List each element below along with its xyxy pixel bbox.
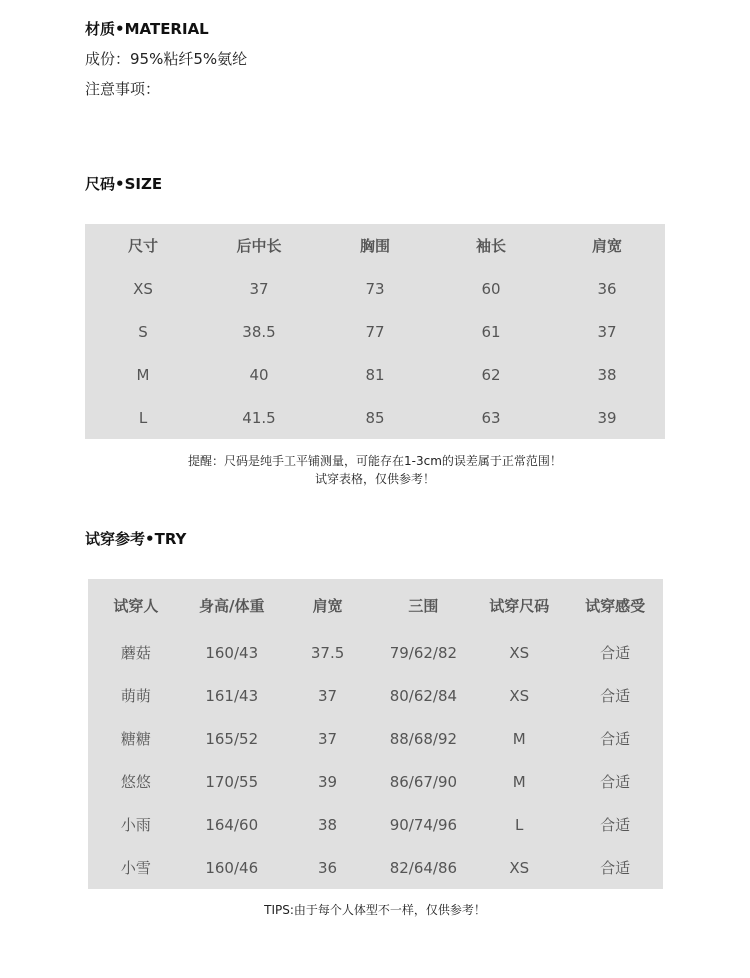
try-cell: 170/55 xyxy=(205,772,259,791)
size-heading: 尺码•SIZE xyxy=(85,175,163,193)
try-col-header: 试穿尺码 xyxy=(489,596,550,615)
material-care-label: 注意事项： xyxy=(85,80,161,98)
table-row xyxy=(88,674,663,717)
size-col-header: 后中长 xyxy=(236,237,282,255)
try-table-panel xyxy=(88,579,663,889)
size-cell: 37 xyxy=(597,322,617,341)
table-row xyxy=(85,353,665,396)
try-cell: 164/60 xyxy=(205,815,259,834)
table-row xyxy=(88,717,663,760)
try-cell: 37 xyxy=(318,729,338,748)
size-cell: 63 xyxy=(481,408,501,427)
try-cell: XS xyxy=(509,643,530,662)
try-col-header: 肩宽 xyxy=(312,596,343,615)
size-cell: 38 xyxy=(597,365,617,384)
size-cell: 62 xyxy=(481,365,501,384)
size-cell: 41.5 xyxy=(242,408,276,427)
try-cell: 36 xyxy=(318,858,338,877)
table-row xyxy=(85,310,665,353)
try-table xyxy=(88,579,663,889)
try-cell: 合适 xyxy=(600,859,631,877)
try-cell: 合适 xyxy=(600,644,631,662)
try-cell: 萌萌 xyxy=(120,687,151,705)
table-row xyxy=(88,803,663,846)
try-cell: 蘑菇 xyxy=(120,644,151,662)
try-col-header: 三围 xyxy=(408,596,439,615)
try-cell: 86/67/90 xyxy=(389,772,458,791)
try-cell: 165/52 xyxy=(205,729,259,748)
size-cell: 61 xyxy=(481,322,501,341)
try-table-header-row xyxy=(88,579,663,631)
size-cell: 38.5 xyxy=(242,322,276,341)
size-cell: 37 xyxy=(249,279,269,298)
try-cell: 小雨 xyxy=(120,816,151,834)
try-cell: XS xyxy=(509,686,530,705)
try-cell: XS xyxy=(509,858,530,877)
try-cell: M xyxy=(512,729,526,748)
try-cell: M xyxy=(512,772,526,791)
size-cell: 36 xyxy=(597,279,617,298)
try-cell: 合适 xyxy=(600,730,631,748)
try-cell: 88/68/92 xyxy=(389,729,458,748)
try-tips: TIPS:由于每个人体型不一样，仅供参考！ xyxy=(264,903,486,917)
try-cell: 小雪 xyxy=(120,859,151,877)
try-cell: 合适 xyxy=(600,687,631,705)
table-row xyxy=(88,760,663,803)
try-cell: 160/43 xyxy=(205,643,259,662)
try-heading: 试穿参考•TRY xyxy=(85,530,187,548)
size-table xyxy=(85,224,665,439)
size-col-header: 袖长 xyxy=(475,237,506,255)
size-cell: 39 xyxy=(597,408,617,427)
try-col-header: 试穿感受 xyxy=(585,596,646,615)
try-cell: 39 xyxy=(318,772,338,791)
size-note-line2: 试穿表格，仅供参考！ xyxy=(314,472,435,486)
try-cell: 161/43 xyxy=(205,686,259,705)
try-cell: 80/62/84 xyxy=(389,686,458,705)
try-cell: 90/74/96 xyxy=(389,815,458,834)
table-row xyxy=(85,267,665,310)
table-row xyxy=(88,846,663,889)
try-cell: 38 xyxy=(318,815,338,834)
size-note-line1: 提醒：尺码是纯手工平铺测量，可能存在1-3cm的误差属于正常范围！ xyxy=(188,454,562,468)
try-cell: L xyxy=(515,815,524,834)
size-cell: XS xyxy=(133,279,153,298)
try-cell: 合适 xyxy=(600,773,631,791)
material-composition: 成份：95%粘纤5%氨纶 xyxy=(85,50,248,68)
table-row xyxy=(88,631,663,674)
size-table-header-row xyxy=(85,224,665,267)
material-heading: 材质•MATERIAL xyxy=(85,20,209,38)
try-col-header: 身高/体重 xyxy=(199,596,265,615)
size-cell: M xyxy=(136,365,150,384)
try-cell: 悠悠 xyxy=(120,773,151,791)
size-cell: 73 xyxy=(365,279,385,298)
size-cell: L xyxy=(138,408,148,427)
size-col-header: 肩宽 xyxy=(591,237,622,255)
try-cell: 合适 xyxy=(600,816,631,834)
table-row xyxy=(85,396,665,439)
try-cell: 37.5 xyxy=(310,643,345,662)
try-cell: 37 xyxy=(318,686,338,705)
try-cell: 79/62/82 xyxy=(389,643,458,662)
size-cell: 81 xyxy=(365,365,385,384)
try-cell: 82/64/86 xyxy=(389,858,458,877)
size-cell: 60 xyxy=(481,279,501,298)
size-cell: 85 xyxy=(365,408,385,427)
size-cell: S xyxy=(138,322,148,341)
try-cell: 糖糖 xyxy=(120,730,151,748)
size-cell: 77 xyxy=(365,322,385,341)
size-cell: 40 xyxy=(249,365,269,384)
size-col-header: 胸围 xyxy=(359,237,390,255)
size-table-panel xyxy=(85,224,665,439)
try-col-header: 试穿人 xyxy=(113,596,159,615)
size-col-header: 尺寸 xyxy=(127,237,158,255)
try-cell: 160/46 xyxy=(205,858,259,877)
